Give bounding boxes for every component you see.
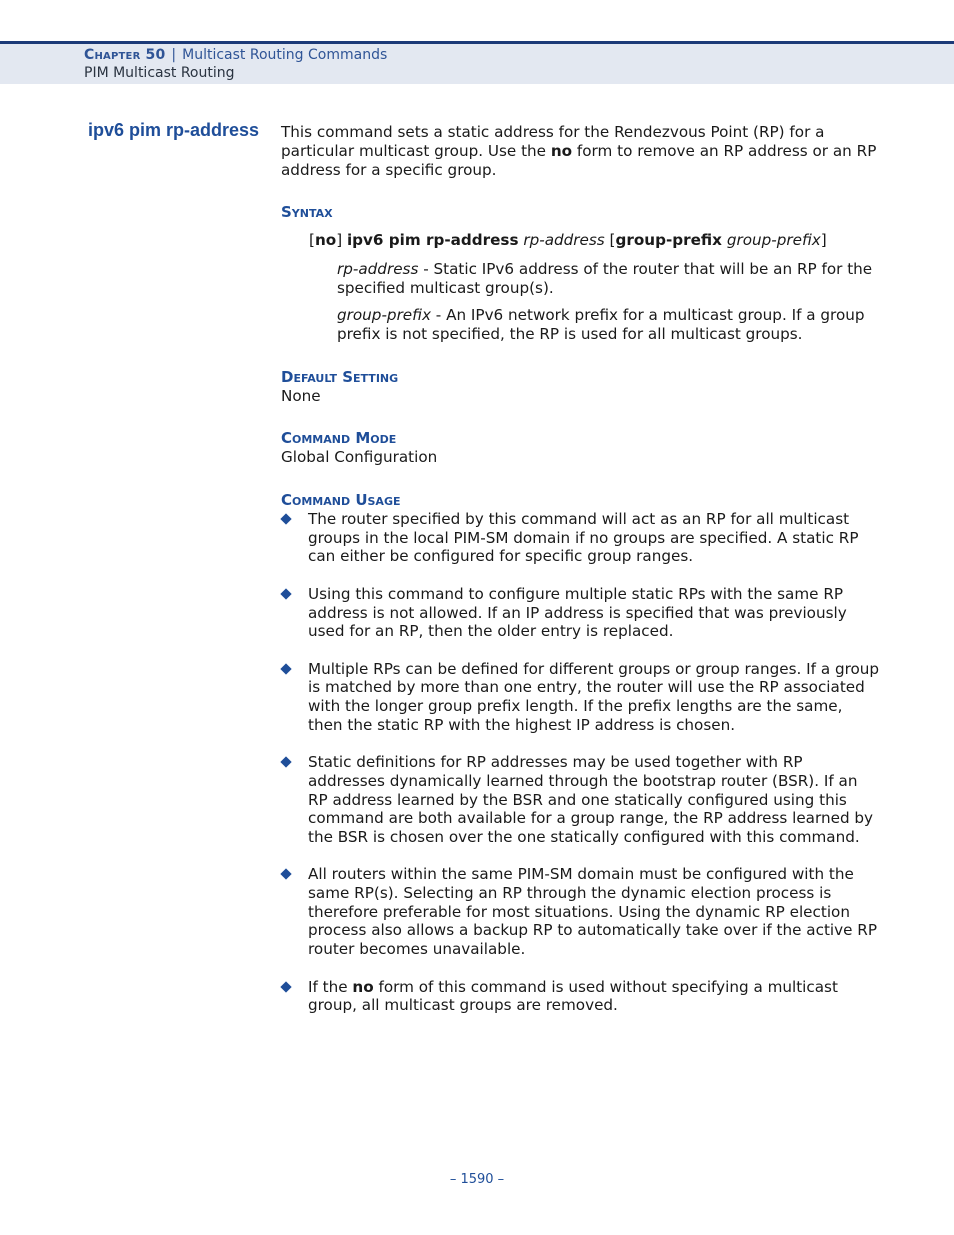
intro-text: This command sets a static address for the Rendezvous Point (RP) for a particular multicast group. Use the: [281, 123, 825, 160]
list-item-text: Static definitions for RP addresses may be used together with RP addresses dynamically learned through the bootstrap router (BSR). If an RP address learned by the BSR and one statically configured using this command are both available for a group range, the RP address learned by the BSR is chosen over the one statically configured with this command.: [308, 753, 874, 846]
list-item-text-end: form of this command is used without specifying a multicast group, all multicast groups are removed.: [308, 977, 838, 1015]
usage-list: [281, 510, 881, 1034]
intro-text-end: form to remove an RP address or an RP address for a specific group.: [281, 142, 877, 179]
list-item-text: The router specified by this command will act as an RP for all multicast groups in the local PIM-SM domain if no groups are specified. A static RP can either be configured for specific group ranges.: [308, 510, 859, 566]
bullet-diamond-icon: [280, 756, 291, 767]
section-title: PIM Multicast Routing: [84, 65, 235, 81]
intro-no-keyword: no: [550, 142, 573, 160]
command-mode-value: Global Configuration: [281, 448, 438, 466]
page-header: [0, 41, 954, 84]
page-number: – 1590 –: [449, 1172, 505, 1187]
syntax-arg-group-prefix: group-prefix: [726, 231, 821, 249]
chapter-title: Multicast Routing Commands: [182, 47, 388, 63]
syntax-arg-rp-address: rp-address: [523, 231, 605, 249]
param-desc: - Static IPv6 address of the router that will be an RP for the specified multicast group(s).: [337, 260, 873, 297]
list-item-text: All routers within the same PIM-SM domain must be configured with the same RP(s). Selecting an RP through the dynamic election process is therefore preferable for most situations. Using the dynamic RP election process also allows a backup RP to automatically take over if the active RP router becomes unavailable.: [308, 865, 878, 959]
syntax-bracket: [: [309, 231, 315, 249]
syntax-line: [309, 231, 827, 249]
chapter-line: [84, 47, 387, 63]
param-name: group-prefix: [337, 306, 431, 324]
list-item: [281, 978, 881, 1015]
command-mode-heading: Command Mode: [281, 429, 397, 447]
bullet-diamond-icon: [280, 513, 291, 524]
list-item: [281, 753, 881, 847]
syntax-command: ipv6 pim rp-address: [346, 231, 519, 249]
bullet-diamond-icon: [280, 663, 291, 674]
syntax-heading: Syntax: [281, 203, 333, 221]
param-group-prefix: [337, 306, 877, 344]
bullet-diamond-icon: [280, 981, 291, 992]
bullet-diamond-icon: [280, 588, 291, 599]
bullet-diamond-icon: [280, 869, 291, 880]
list-item-no-keyword: no: [352, 977, 374, 996]
syntax-bracket: ]: [336, 231, 343, 249]
syntax-bracket: ]: [820, 231, 827, 249]
list-item-text: If the: [308, 977, 353, 996]
list-item-text: Multiple RPs can be defined for different groups or group ranges. If a group is matched by more than one entry, the router will use the RP associated with the longer group prefix length. If the prefix lengths are the same, then the static RP with the highest IP address is chosen.: [308, 659, 880, 734]
syntax-bracket: [: [609, 231, 616, 249]
command-usage-heading: Command Usage: [281, 491, 401, 509]
syntax-no: no: [314, 231, 337, 249]
list-item: [281, 585, 881, 641]
chapter-number: Chapter 50: [84, 47, 166, 63]
list-item: [281, 510, 881, 566]
param-rp-address: [337, 260, 877, 298]
list-item: [281, 660, 881, 735]
header-separator: |: [171, 47, 177, 63]
list-item: [281, 865, 881, 959]
param-desc: - An IPv6 network prefix for a multicast group. If a group prefix is not specified, the RP is used for all multicast groups.: [337, 306, 865, 343]
default-setting-value: None: [281, 387, 321, 405]
command-title: ipv6 pim rp-address: [88, 120, 260, 140]
list-item-text: Using this command to configure multiple static RPs with the same RP address is not allowed. If an IP address is specified that was previously used for an RP, then the older entry is replaced.: [308, 584, 847, 641]
default-setting-heading: Default Setting: [281, 368, 399, 386]
command-description: [281, 123, 881, 180]
param-name: rp-address: [337, 260, 419, 278]
syntax-keyword-group-prefix: group-prefix: [615, 231, 722, 249]
